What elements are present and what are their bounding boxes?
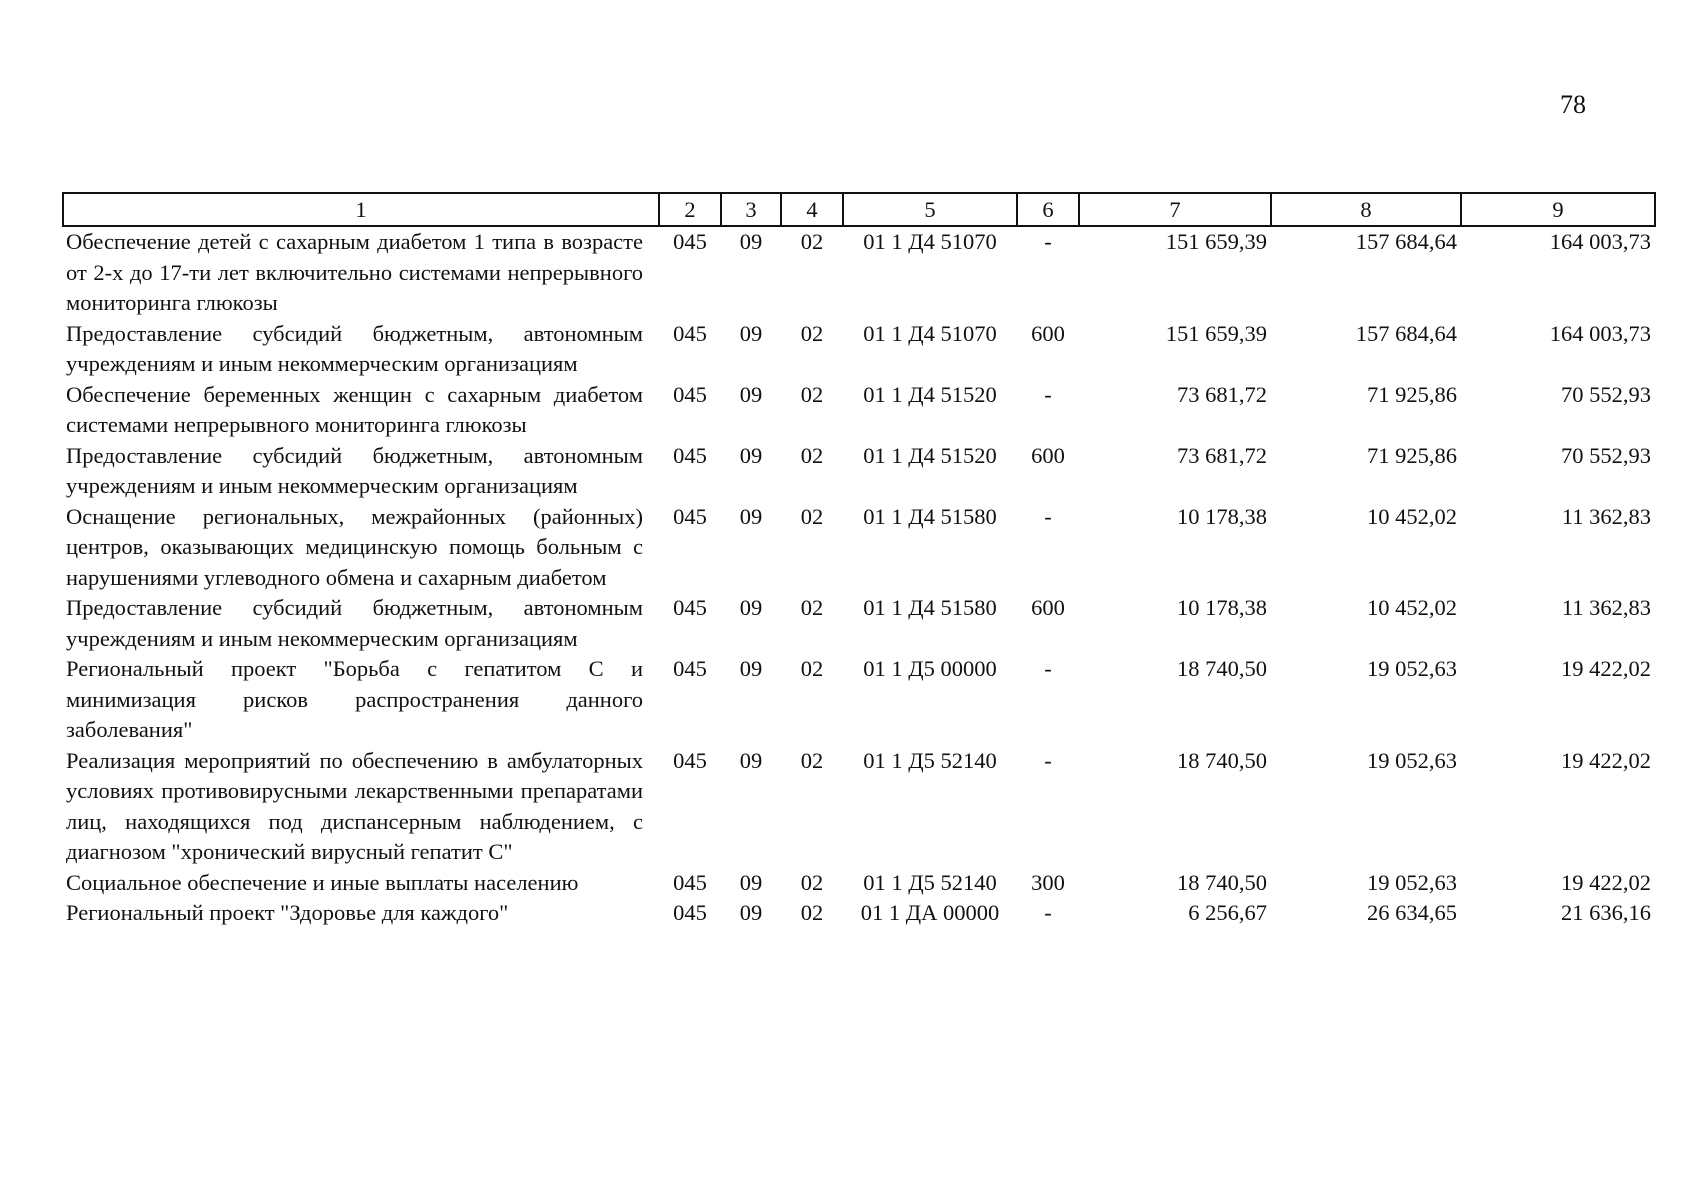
cell-target-article: 01 1 Д4 51580 — [863, 503, 997, 529]
row-name: Реализация мероприятий по обеспечению в амбулаторных условиях противовирусными лекарственными препаратами лиц, находящихся под диспансерным наблюдением, с диагнозом "хронический вирусный гепатит С" — [66, 747, 643, 864]
cell-amount-col8: 71 925,86 — [1367, 381, 1457, 407]
row-name: Предоставление субсидий бюджетным, автономным учреждениям и иным некоммерческим организациям — [66, 320, 643, 376]
table-row — [63, 898, 1655, 929]
cell-target-article: 01 1 ДА 00000 — [860, 900, 1000, 925]
cell-amount-col7: 151 659,39 — [1165, 320, 1267, 346]
cell-section: 09 — [739, 442, 763, 468]
table-row — [63, 502, 1655, 594]
cell-subsection: 02 — [800, 900, 824, 925]
cell-target-article: 01 1 Д4 51070 — [863, 229, 997, 254]
cell-admin-code: 045 — [673, 320, 707, 346]
cell-section: 09 — [739, 229, 763, 254]
cell-subsection: 02 — [800, 320, 824, 346]
column-header: 3 — [721, 193, 781, 226]
header-row — [63, 193, 1655, 226]
cell-expense-type: - — [1044, 900, 1052, 925]
cell-amount-col7: 6 256,67 — [1188, 900, 1267, 925]
cell-amount-col8: 26 634,65 — [1367, 900, 1457, 925]
cell-admin-code: 045 — [673, 656, 707, 681]
cell-expense-type: - — [1044, 381, 1052, 407]
cell-target-article: 01 1 Д5 00000 — [863, 656, 997, 681]
cell-amount-col9: 19 422,02 — [1561, 747, 1651, 773]
budget-table — [62, 192, 1656, 929]
cell-section: 09 — [739, 747, 763, 773]
row-name: Социальное обеспечение и иные выплаты населению — [66, 869, 579, 895]
table-row — [63, 380, 1655, 441]
cell-admin-code: 045 — [673, 503, 707, 529]
table-row — [63, 226, 1655, 319]
column-header: 1 — [63, 193, 659, 226]
cell-amount-col9: 70 552,93 — [1561, 442, 1651, 468]
cell-subsection: 02 — [800, 381, 824, 407]
column-header: 2 — [659, 193, 721, 226]
cell-admin-code: 045 — [673, 229, 707, 254]
cell-target-article: 01 1 Д4 51070 — [863, 320, 997, 346]
cell-admin-code: 045 — [673, 381, 707, 407]
column-header: 8 — [1271, 193, 1461, 226]
cell-target-article: 01 1 Д4 51520 — [863, 442, 997, 468]
table-row — [63, 441, 1655, 502]
column-header: 4 — [781, 193, 843, 226]
table-row — [63, 593, 1655, 654]
cell-subsection: 02 — [800, 442, 824, 468]
cell-target-article: 01 1 Д5 52140 — [863, 869, 997, 895]
cell-section: 09 — [739, 900, 763, 925]
cell-section: 09 — [739, 595, 763, 620]
cell-target-article: 01 1 Д4 51580 — [863, 595, 997, 620]
cell-target-article: 01 1 Д5 52140 — [863, 747, 997, 773]
cell-expense-type: - — [1044, 229, 1052, 254]
cell-amount-col8: 19 052,63 — [1367, 869, 1457, 895]
row-name: Обеспечение беременных женщин с сахарным диабетом системами непрерывного мониторинга глюкозы — [66, 381, 643, 437]
cell-amount-col9: 70 552,93 — [1561, 381, 1651, 407]
cell-amount-col8: 19 052,63 — [1367, 747, 1457, 773]
cell-amount-col7: 10 178,38 — [1177, 595, 1267, 620]
cell-amount-col9: 11 362,83 — [1561, 503, 1651, 529]
page-number: 78 — [1560, 90, 1586, 119]
cell-amount-col9: 21 636,16 — [1561, 900, 1651, 925]
cell-expense-type: 600 — [1031, 320, 1065, 346]
cell-amount-col9: 164 003,73 — [1549, 320, 1651, 346]
row-name: Региональный проект "Борьба с гепатитом С и минимизация рисков распространения данного заболевания" — [66, 656, 643, 742]
cell-section: 09 — [739, 320, 763, 346]
cell-subsection: 02 — [800, 869, 824, 895]
cell-amount-col9: 19 422,02 — [1561, 869, 1651, 895]
column-header: 5 — [843, 193, 1017, 226]
cell-expense-type: 600 — [1031, 442, 1065, 468]
cell-amount-col7: 10 178,38 — [1177, 503, 1267, 529]
cell-expense-type: - — [1044, 656, 1052, 681]
cell-section: 09 — [739, 869, 763, 895]
column-header: 7 — [1079, 193, 1271, 226]
cell-admin-code: 045 — [673, 595, 707, 620]
cell-amount-col7: 73 681,72 — [1177, 442, 1267, 468]
cell-amount-col8: 71 925,86 — [1367, 442, 1457, 468]
cell-section: 09 — [739, 656, 763, 681]
cell-subsection: 02 — [800, 595, 824, 620]
row-name: Предоставление субсидий бюджетным, автономным учреждениям и иным некоммерческим организациям — [66, 595, 643, 651]
cell-subsection: 02 — [800, 229, 824, 254]
cell-amount-col7: 18 740,50 — [1177, 869, 1267, 895]
cell-amount-col7: 151 659,39 — [1165, 229, 1267, 254]
cell-amount-col8: 157 684,64 — [1355, 229, 1457, 254]
table-row — [63, 746, 1655, 868]
row-name: Предоставление субсидий бюджетным, автономным учреждениям и иным некоммерческим организациям — [66, 442, 643, 498]
cell-admin-code: 045 — [673, 747, 707, 773]
cell-subsection: 02 — [800, 503, 824, 529]
cell-expense-type: 600 — [1031, 595, 1065, 620]
cell-amount-col9: 164 003,73 — [1549, 229, 1651, 254]
cell-expense-type: - — [1044, 503, 1052, 529]
cell-subsection: 02 — [800, 747, 824, 773]
table-row — [63, 868, 1655, 899]
cell-amount-col8: 157 684,64 — [1355, 320, 1457, 346]
column-header: 6 — [1017, 193, 1079, 226]
cell-admin-code: 045 — [673, 869, 707, 895]
cell-amount-col8: 19 052,63 — [1367, 656, 1457, 681]
row-name: Оснащение региональных, межрайонных (районных) центров, оказывающих медицинскую помощь больным с нарушениями углеводного обмена и сахарным диабетом — [66, 503, 643, 590]
cell-amount-col9: 19 422,02 — [1561, 656, 1651, 681]
table-row — [63, 654, 1655, 746]
row-name: Региональный проект "Здоровье для каждого" — [66, 900, 509, 925]
cell-amount-col7: 18 740,50 — [1177, 747, 1267, 773]
cell-subsection: 02 — [800, 656, 824, 681]
cell-expense-type: - — [1044, 747, 1052, 773]
cell-amount-col7: 73 681,72 — [1177, 381, 1267, 407]
cell-amount-col8: 10 452,02 — [1367, 595, 1457, 620]
cell-expense-type: 300 — [1031, 869, 1065, 895]
cell-section: 09 — [739, 503, 763, 529]
cell-section: 09 — [739, 381, 763, 407]
table-row — [63, 319, 1655, 380]
cell-admin-code: 045 — [673, 900, 707, 925]
cell-admin-code: 045 — [673, 442, 707, 468]
cell-amount-col7: 18 740,50 — [1177, 656, 1267, 681]
cell-target-article: 01 1 Д4 51520 — [863, 381, 997, 407]
column-header: 9 — [1461, 193, 1655, 226]
cell-amount-col9: 11 362,83 — [1561, 595, 1651, 620]
cell-amount-col8: 10 452,02 — [1367, 503, 1457, 529]
row-name: Обеспечение детей с сахарным диабетом 1 типа в возрасте от 2-х до 17-ти лет включительно системами непрерывного мониторинга глюкозы — [66, 229, 643, 315]
